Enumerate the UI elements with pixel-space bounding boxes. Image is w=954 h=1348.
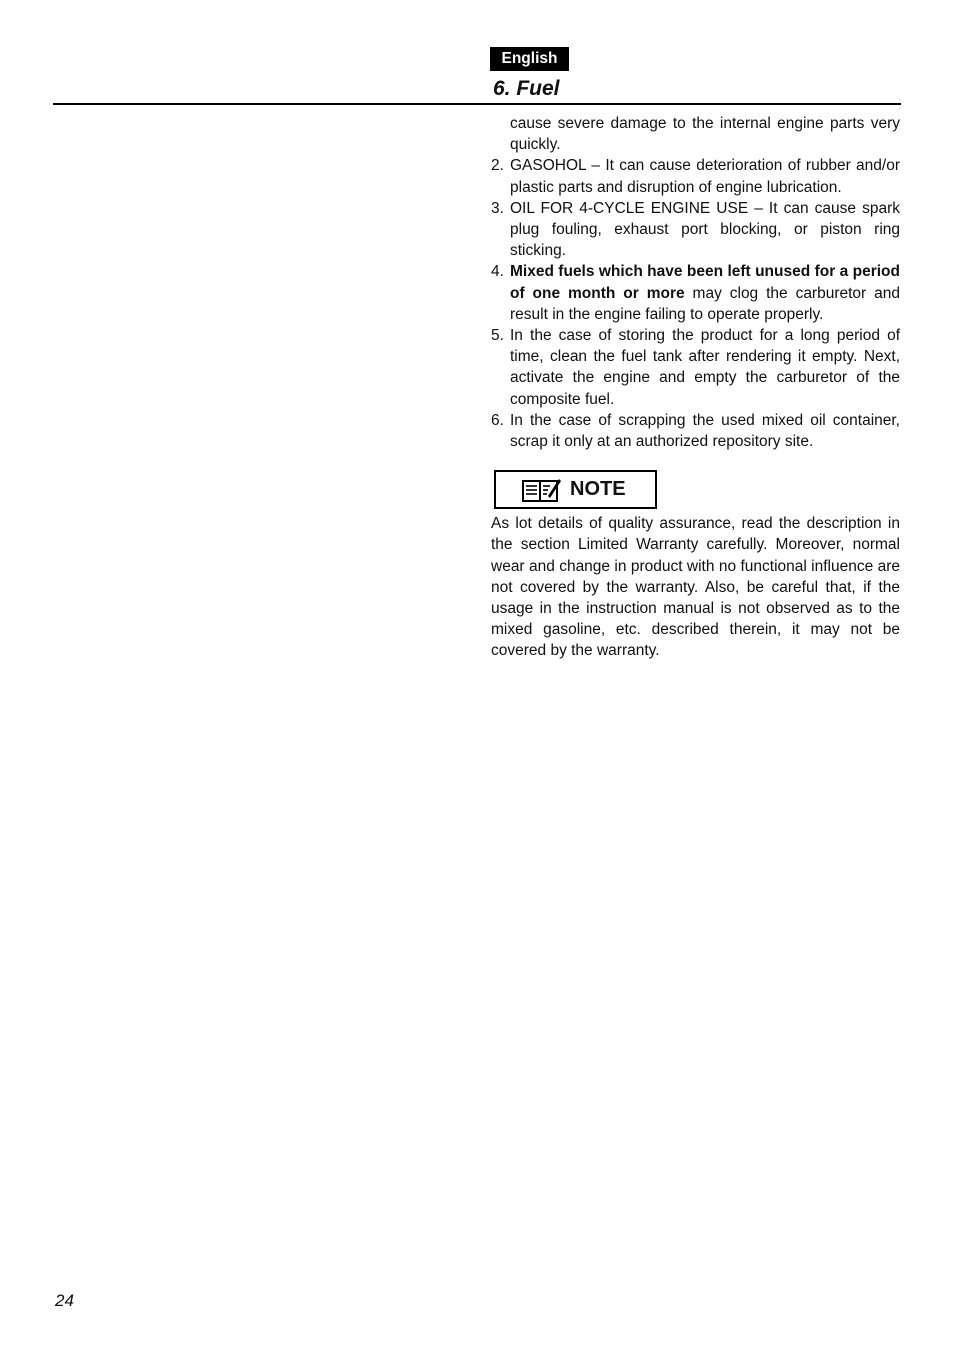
item-text: In the case of storing the product for a long period of time, clean the fuel tank after rendering it empty. Next, activate the engine and empty the carburetor of the composite fuel. bbox=[510, 327, 900, 408]
continued-paragraph: cause severe damage to the internal engine parts very quickly. bbox=[510, 115, 900, 154]
list-item bbox=[491, 261, 900, 325]
list-item bbox=[491, 325, 900, 410]
item-text: may clog the carburetor and result in the engine failing to operate properly. bbox=[510, 284, 900, 323]
item-number: 5. bbox=[491, 327, 504, 345]
note-text: As lot details of quality assurance, read the description in the section Limited Warranty carefully. Moreover, normal wear and change in product with no functional influence are not covered by the warranty. Also, be careful that, if the usage in the instruction manual is not observed as to the mixed gasoline, etc. described therein, it may not be covered by the warranty. bbox=[491, 515, 900, 660]
book-pencil-icon bbox=[520, 476, 562, 504]
list-item bbox=[491, 198, 900, 262]
section-title: 6. Fuel bbox=[493, 77, 560, 100]
item-number: 2. bbox=[491, 157, 504, 175]
item-text: In the case of scrapping the used mixed oil container, scrap it only at an authorized repository site. bbox=[510, 411, 900, 451]
item-text: OIL FOR 4-CYCLE ENGINE USE – It can cause spark plug fouling, exhaust port blocking, or piston ring sticking. bbox=[510, 199, 900, 260]
note-box bbox=[494, 470, 657, 509]
item-text: GASOHOL – It can cause deterioration of rubber and/or plastic parts and disruption of engine lubrication. bbox=[510, 157, 900, 196]
fuel-warning-list bbox=[491, 155, 900, 452]
header-rule bbox=[53, 103, 901, 105]
list-item bbox=[491, 155, 900, 197]
page-number: 24 bbox=[55, 1291, 74, 1310]
item-number: 3. bbox=[491, 199, 504, 217]
item-bold-text: Mixed fuels which have been left unused for a period of one month or more bbox=[510, 263, 900, 302]
list-item bbox=[491, 410, 900, 452]
item-number: 4. bbox=[491, 263, 504, 281]
content-column bbox=[491, 113, 900, 662]
note-label: NOTE bbox=[570, 478, 626, 501]
language-badge: English bbox=[490, 47, 569, 71]
item-number: 6. bbox=[491, 411, 504, 429]
